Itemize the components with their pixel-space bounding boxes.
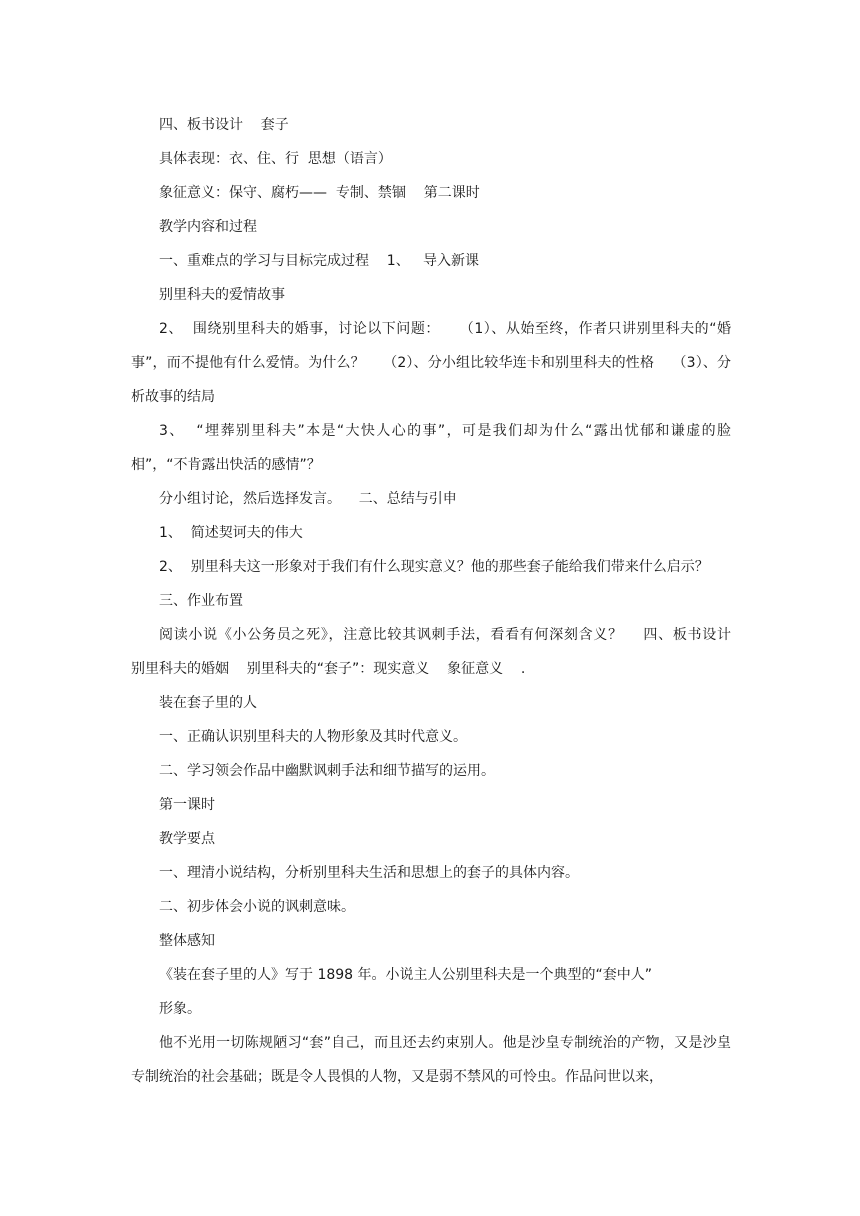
paragraph: 一、正确认识别里科夫的人物形象及其时代意义。	[159, 729, 467, 745]
paragraph: 第一课时	[159, 797, 215, 813]
paragraph: 教学内容和过程	[159, 219, 257, 235]
paragraph: 形象。	[159, 1001, 201, 1017]
paragraph: 3、 “埋葬别里科夫”本是“大快人心的事”，可是我们却为什么“露出忧郁和谦虚的脸相”，“不肯露出快活的感情”？	[131, 423, 731, 473]
paragraph: 1、 简述契诃夫的伟大	[159, 525, 303, 541]
paragraph: 《装在套子里的人》写于 1898 年。小说主人公别里科夫是一个典型的“套中人”	[159, 967, 653, 983]
paragraph: 二、学习领会作品中幽默讽刺手法和细节描写的运用。	[159, 763, 495, 779]
paragraph: 具体表现：衣、住、行 思想（语言）	[159, 151, 392, 167]
paragraph: 分小组讨论，然后选择发言。 二、总结与引申	[159, 491, 457, 507]
paragraph: 四、板书设计 套子	[159, 117, 289, 133]
paragraph: 三、作业布置	[159, 593, 243, 609]
paragraph: 象征意义：保守、腐朽—— 专制、禁锢 第二课时	[159, 185, 480, 201]
paragraph: 二、初步体会小说的讽刺意味。	[159, 899, 355, 915]
paragraph: 装在套子里的人	[159, 695, 257, 711]
paragraph: 别里科夫的爱情故事	[159, 287, 285, 303]
paragraph: 阅读小说《小公务员之死》，注意比较其讽刺手法，看看有何深刻含义？ 四、板书设计 别里科夫的婚姻 别里科夫的“套子”：现实意义 象征意义 .	[131, 627, 749, 677]
paragraph: 一、理清小说结构，分析别里科夫生活和思想上的套子的具体内容。	[159, 865, 579, 881]
document-body	[131, 108, 749, 1094]
paragraph: 一、重难点的学习与目标完成过程 1、 导入新课	[159, 253, 480, 269]
paragraph: 2、 别里科夫这一形象对于我们有什么现实意义？他的那些套子能给我们带来什么启示？	[159, 559, 709, 575]
paragraph: 教学要点	[159, 831, 215, 847]
paragraph: 2、 围绕别里科夫的婚事，讨论以下问题： （1）、从始至终，作者只讲别里科夫的“婚事”，而不提他有什么爱情。为什么？ （2）、分小组比较华连卡和别里科夫的性格 （3）、分析故事的结局	[131, 321, 731, 405]
paragraph: 他不光用一切陈规陋习“套”自己，而且还去约束别人。他是沙皇专制统治的产物，又是沙皇专制统治的社会基础；既是令人畏惧的人物，又是弱不禁风的可怜虫。作品问世以来，	[131, 1035, 731, 1085]
paragraph: 整体感知	[159, 933, 215, 949]
